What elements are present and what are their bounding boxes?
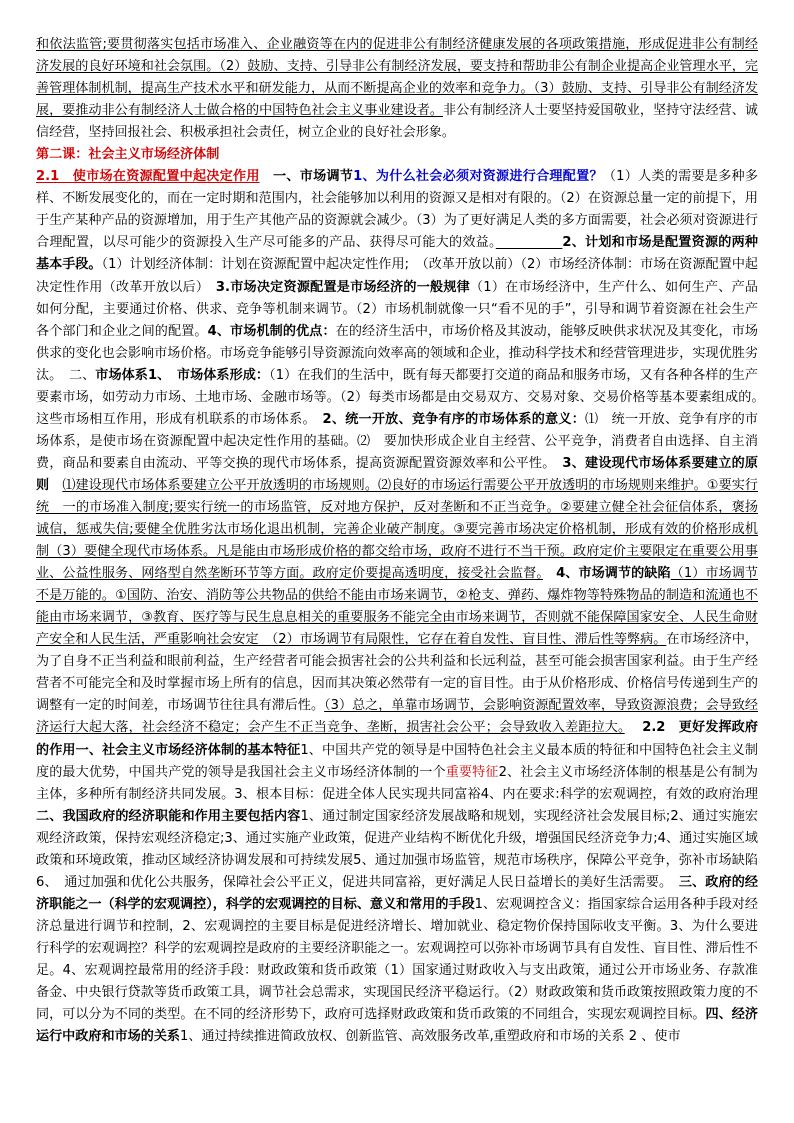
text-run: 2.1 使市场在资源配置中起决定作用 bbox=[36, 169, 260, 185]
text-run bbox=[496, 235, 563, 250]
text-run: 1、宏观调控含义：指国家综合运用各种手段对经济总量进行调节和控制，2、宏观调控的主要目标是促进经济增长、增加就业、稳定物价保持国际收支平衡。3、为什么要进行科学的宏观调控？科学的宏观调控是政府的主要经济职能之一。宏观调控可以弥补市场调节具有自发性、盲目性、滞后性不足。4、宏观调控最常用的经济手段：财政政策和货币政策（1）国家通过财政收入与支出政策，通过公开市场业务、存款准备金、中央银行贷款等货币政策工具，调节社会总需求，实现国民经济平稳运行。（2）财政政策和货币政策按照政策力度的不同，可以分为不同的类型。在不同的经济形势下，政府可选择财政政策和货币政策的不同组合，实现宏观调控目标。 bbox=[36, 896, 758, 1023]
text-run: （2）市场调节有局限性，它存在着自发性、盲目性、滞后性等弊病。 bbox=[271, 632, 667, 648]
text-run: （1）人类的需要是多种多样、不断发展变化的，而在一定时期和范围内，社会能够加以利用的资源又是相对有限的。（2）在资源总量一定的前提下，用于生产某种产品的资源增加，用于生产其他产品的资源就会减少。（3）为了更好满足人类的多方面需要，社会必须对资源进行合理配置，以尽可能少的资源投入生产尽可能多的产品、获得尽可能大的效益。 bbox=[36, 169, 758, 251]
text-run: ⑴建设现代市场体系要建立公平开放透明的市场规则。⑵良好的市场运行需要公平开放透明的市场规则来维护。①要实行统 一的市场准入制度;要实行统一的市场监管，反对地方保护，反对垄断和不正当竞争。②要建立健全社会征信体系，褒扬诚信，惩戒失信;要健全优胜劣汰市场化退出机制，完善企业破产制度。③要完善市场决定价格机制，形成有效的价格形成机制（3）要健全现代市场体系。凡是能由市场形成价格的都交给市场，政府不进行不当干预。政府定价主要限定在重要公用事业、公益性服务、网络型自然垄断环节等方面。政府定价要提高透明度，接受社会监督。 bbox=[36, 477, 758, 582]
text-run: 1、通过制定国家经济发展战略和规划，实现经济社会发展目标;2、通过实施宏观经济政策，保持宏观经济稳定;3、通过实施产业政策，促进产业结构不断优化升级，增强国民经济竞争力;4、通过实施区域政策和环境政策，推动区域经济协调发展和可持续发展5、通过加强市场监管，规范市场秩序，保障公平竞争，弥补市场缺陷6、 通过加强和优化公共服务，保障社会公平正义，促进共同富裕，更好满足人民日益增长的美好生活需要。 bbox=[36, 808, 758, 890]
text-run: 2、计划和市场是配置资源的两种基本手段。 bbox=[36, 235, 759, 273]
text-run: 在市场经济中，为了自身不正当利益和眼前利益，生产经营者可能会损害社会的公共利益和长远利益，甚至可能会损害国家利益。由于生产经营者不可能完全和及时掌握市场上所有的信息，因而其决策必然带有一定的盲目性。由于从价格形成、价格信号传递到生产的调整有一定的时间差，市场调节往往具有滞后性。 bbox=[36, 632, 759, 714]
text-run: （3）总之，单靠市场调节，会影响资源配置效率，导致资源浪费；会导致经济运行大起大落，社会经济不稳定；会产生不正当竞争、垄断，损害社会公平；会导致收入差距拉大。 bbox=[36, 698, 759, 736]
text-run: ⑴ 统一开放、竞争有序的市场体系，是使市场在资源配置中起决定性作用的基础。⑵ 要加快形成企业自主经营、公平竞争，消费者自由选择、自主消费，商品和要素自由流动、平等交换的现代市场体系，提高资源配置资源效率和公平性。 bbox=[36, 411, 758, 471]
text-run: 非公有制经济人士要坚持爱国敬业，坚持守法经营、诚信经营，坚持回报社会、积极承担社会责任，树立企业的良好社会形象。 bbox=[36, 103, 759, 141]
text-run: 一、市场调节 bbox=[259, 169, 354, 185]
text-run: （1）在市场经济中，生产什么、如何生产、产品如何分配，主要通过价格、供求、竞争等机制来调节。（2）市场机制就像一只“看不见的手”，引导和调节着资源在社会生产各个部门和企业之间的配置。 bbox=[36, 279, 758, 339]
text-run: 三、政府的经济职能之一（科学的宏观调控），科学的宏观调控的目标、意义和常用的手段 bbox=[36, 874, 759, 912]
text-run: 3.市场决定资源配置是市场经济的一般规律 bbox=[215, 279, 470, 295]
text-run: （1）在我们的生活中，既有每天都要打交道的商品和服务市场，又有各种各样的生产要素市场，如劳动力市场、土地市场、金融市场等。（2）每类市场都是由交易双方、交易对象、交易价格等基本要素组成的。 这些市场相互作用，形成有机联系的市场体系。 bbox=[36, 367, 785, 427]
text-run bbox=[625, 720, 643, 735]
text-run: 1、为什么社会必须对资源进行合理配置？ bbox=[353, 169, 603, 185]
text-run: 重要特征 bbox=[445, 764, 499, 780]
text-run: 2、社会主义市场经济体制的根基是公有制为主体，多种所有制经济共同发展。3、根本目标：促进全体人民实现共同富裕4、内在要求:科学的宏观调控，有效的政府治理 bbox=[36, 764, 772, 802]
text-run: 4、市场调节的缺陷 bbox=[556, 566, 671, 582]
paragraph-nonpublic-economy bbox=[36, 34, 758, 144]
text-run: 1、中国共产党的领导是中国特色社会主义最本质的特征和中国特色社会主义制度的最大优势，中国共产党的领导是我国社会主义市场经济体制的一个 bbox=[36, 742, 758, 780]
text-run: 在的经济生活中，市场价格及其波动，能够反映供求状况及其变化，市场供求的变化也会影响市场价格。市场竞争能够引导资源流向效率高的领域和企业，推动科学技术和经营管理进步，实现优胜劣汰。 二、 bbox=[36, 323, 758, 383]
document-page bbox=[36, 34, 785, 1048]
text-run: 2、统一开放、竞争有序的市场体系的意义： bbox=[322, 411, 586, 427]
text-run: 1、通过持续推进简政放权、创新监管、高效服务改革,重塑政府和市场的关系 2 、使市 bbox=[180, 1029, 681, 1045]
text-run: 2.2 更好发挥政府的作用一、社会主义市场经济体制的基本特征 bbox=[36, 720, 758, 758]
paragraph-market-economy-system bbox=[36, 166, 785, 1048]
lesson-title: 第二课：社会主义市场经济体制 bbox=[36, 147, 220, 163]
text-run: 市场体系1、 市场体系形成： bbox=[95, 367, 270, 383]
text-run: 二、我国政府的经济职能和作用主要包括内容 bbox=[36, 808, 301, 824]
text-run: 四、经济运行中政府和市场的关系 bbox=[36, 1007, 759, 1045]
text-run bbox=[543, 566, 556, 581]
text-run: （1）市场调节不是万能的。①国防、治安、消防等公共物品的供给不能由市场来调节，②枪支、弹药、爆炸物等特殊物品的制造和流通也不能由市场来调节，③教育、医疗等与民生息息相关的重要服务不能完全由市场来调节，否则就不能保障国家安全、人民生命财产安全和人民生活，严重影响社会安定 bbox=[36, 566, 758, 648]
text-run: 4、市场机制的优点： bbox=[207, 323, 336, 339]
text-run: 3、建设现代市场体系要建立的原则 bbox=[36, 455, 758, 493]
text-run: 和依法监管;要贯彻落实包括市场准入、企业融资等在内的促进非公有制经济健康发展的各项政策措施，形成促进非公有制经济发展的良好环境和社会氛围。（2）鼓励、支持、引导非公有制经济发展，要支持和帮助非公有制企业提高企业管理水平，完善管理体制机制，提高生产技术水平和研发能力，从而不断提高企业的效率和竞争力。（3）鼓励、支持、引导非公有制经济发展，要推动非公有制经济人士做合格的中国特色社会主义事业建设者。 bbox=[36, 37, 758, 119]
text-run: （1）计划经济体制：计划在资源配置中起决定性作用; （改革开放以前）（2）市场经济体制：市场在资源配置中起决定性作用（改革开放以后） bbox=[36, 257, 759, 295]
text-run bbox=[49, 478, 62, 493]
